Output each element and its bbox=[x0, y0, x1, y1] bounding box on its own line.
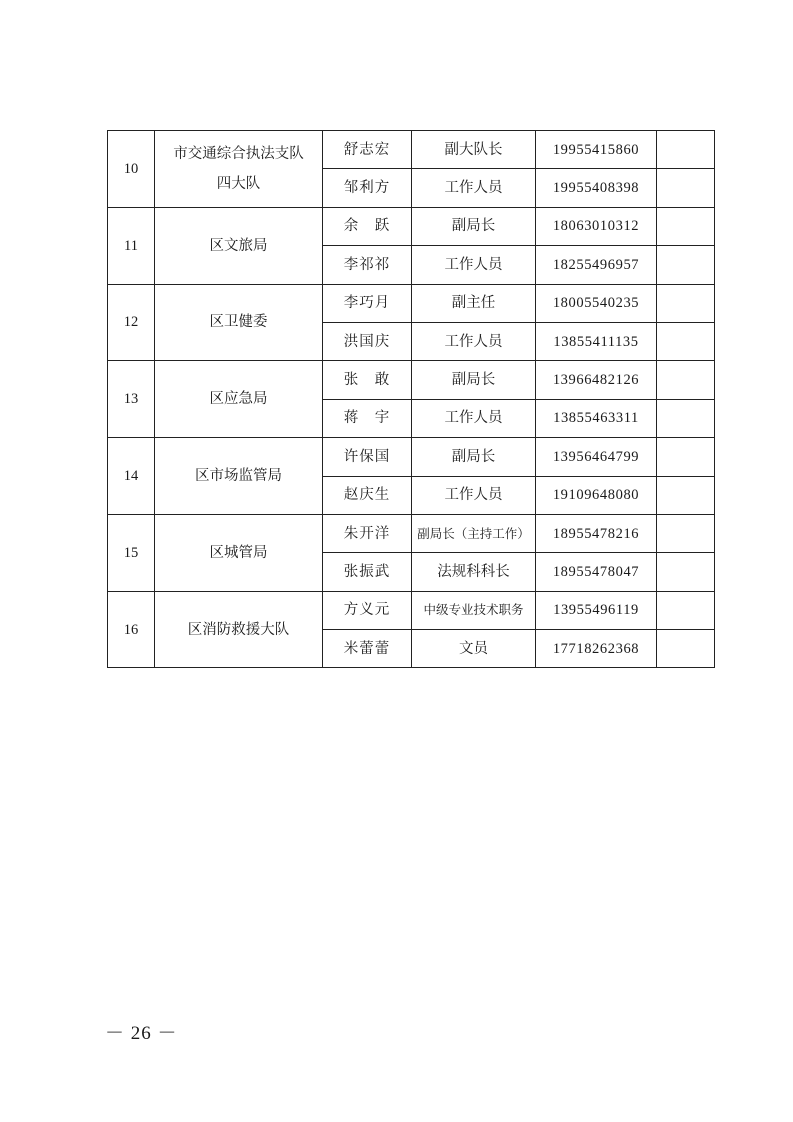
phone-cell: 18955478047 bbox=[536, 553, 657, 591]
phone-cell: 13966482126 bbox=[536, 361, 657, 399]
unit-cell bbox=[155, 591, 323, 668]
name-cell: 张振武 bbox=[323, 553, 412, 591]
row-number-cell: 11 bbox=[108, 207, 155, 284]
position-cell: 副大队长 bbox=[412, 131, 536, 169]
note-cell bbox=[657, 322, 715, 360]
unit-cell bbox=[155, 361, 323, 438]
note-cell bbox=[657, 169, 715, 207]
position-cell: 工作人员 bbox=[412, 476, 536, 514]
unit-name-line: 区卫健委 bbox=[209, 314, 268, 331]
unit-name-line: 区应急局 bbox=[209, 391, 268, 408]
row-number-cell: 12 bbox=[108, 284, 155, 361]
table-row bbox=[108, 207, 715, 245]
note-cell bbox=[657, 361, 715, 399]
phone-cell: 19955415860 bbox=[536, 131, 657, 169]
unit-cell bbox=[155, 514, 323, 591]
unit-name-line: 区市场监管局 bbox=[195, 468, 282, 485]
name-cell: 张 敢 bbox=[323, 361, 412, 399]
position-cell: 副局长 bbox=[412, 361, 536, 399]
position-cell: 工作人员 bbox=[412, 322, 536, 360]
phone-cell: 13955496119 bbox=[536, 591, 657, 629]
name-cell: 舒志宏 bbox=[323, 131, 412, 169]
position-cell: 文员 bbox=[412, 630, 536, 668]
page-number: － 26 － bbox=[105, 1023, 178, 1044]
note-cell bbox=[657, 591, 715, 629]
position-cell: 工作人员 bbox=[412, 246, 536, 284]
note-cell bbox=[657, 514, 715, 552]
contact-table bbox=[107, 130, 715, 668]
position-cell: 副主任 bbox=[412, 284, 536, 322]
row-number-cell: 10 bbox=[108, 131, 155, 208]
table-row bbox=[108, 284, 715, 322]
note-cell bbox=[657, 399, 715, 437]
row-number-cell: 14 bbox=[108, 438, 155, 515]
phone-cell: 19955408398 bbox=[536, 169, 657, 207]
name-cell: 李祁祁 bbox=[323, 246, 412, 284]
name-cell: 赵庆生 bbox=[323, 476, 412, 514]
table-row bbox=[108, 591, 715, 629]
row-number-cell: 15 bbox=[108, 514, 155, 591]
phone-cell: 18255496957 bbox=[536, 246, 657, 284]
note-cell bbox=[657, 476, 715, 514]
unit-name-line: 市交通综合执法支队 bbox=[173, 145, 304, 162]
phone-cell: 19109648080 bbox=[536, 476, 657, 514]
name-cell: 朱开洋 bbox=[323, 514, 412, 552]
phone-cell: 13855411135 bbox=[536, 322, 657, 360]
note-cell bbox=[657, 246, 715, 284]
phone-cell: 18063010312 bbox=[536, 207, 657, 245]
unit-name-line: 区文旅局 bbox=[209, 237, 268, 254]
phone-cell: 18955478216 bbox=[536, 514, 657, 552]
note-cell bbox=[657, 284, 715, 322]
name-cell: 邹利方 bbox=[323, 169, 412, 207]
row-number-cell: 13 bbox=[108, 361, 155, 438]
position-cell: 副局长 bbox=[412, 438, 536, 476]
name-cell: 蒋 宇 bbox=[323, 399, 412, 437]
name-cell: 米蕾蕾 bbox=[323, 630, 412, 668]
position-cell: 副局长（主持工作） bbox=[412, 514, 536, 552]
position-cell: 工作人员 bbox=[412, 399, 536, 437]
unit-cell bbox=[155, 131, 323, 208]
note-cell bbox=[657, 207, 715, 245]
note-cell bbox=[657, 553, 715, 591]
position-cell: 法规科科长 bbox=[412, 553, 536, 591]
row-number-cell: 16 bbox=[108, 591, 155, 668]
phone-cell: 13855463311 bbox=[536, 399, 657, 437]
name-cell: 方义元 bbox=[323, 591, 412, 629]
name-cell: 余 跃 bbox=[323, 207, 412, 245]
unit-cell bbox=[155, 284, 323, 361]
position-cell: 工作人员 bbox=[412, 169, 536, 207]
phone-cell: 18005540235 bbox=[536, 284, 657, 322]
contact-table-body bbox=[108, 131, 715, 668]
phone-cell: 13956464799 bbox=[536, 438, 657, 476]
table-row bbox=[108, 131, 715, 169]
unit-name-line: 区消防救援大队 bbox=[187, 621, 290, 638]
name-cell: 洪国庆 bbox=[323, 322, 412, 360]
note-cell bbox=[657, 438, 715, 476]
position-cell: 副局长 bbox=[412, 207, 536, 245]
phone-cell: 17718262368 bbox=[536, 630, 657, 668]
note-cell bbox=[657, 630, 715, 668]
table-row bbox=[108, 361, 715, 399]
unit-cell bbox=[155, 438, 323, 515]
table-row bbox=[108, 514, 715, 552]
name-cell: 李巧月 bbox=[323, 284, 412, 322]
table-row bbox=[108, 438, 715, 476]
name-cell: 许保国 bbox=[323, 438, 412, 476]
unit-name-line: 四大队 bbox=[216, 175, 261, 192]
note-cell bbox=[657, 131, 715, 169]
unit-cell bbox=[155, 207, 323, 284]
position-cell: 中级专业技术职务 bbox=[412, 591, 536, 629]
unit-name-line: 区城管局 bbox=[209, 544, 268, 561]
